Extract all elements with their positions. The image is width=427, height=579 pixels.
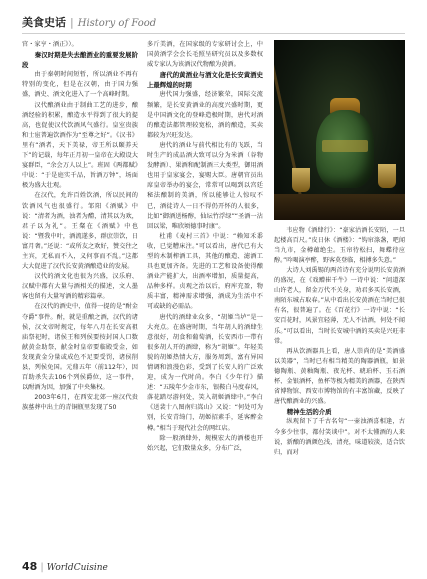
footer-separator: | <box>40 562 44 573</box>
paragraph: 大诗人刘禹锡的两首诗有充分说明长安黄酒的盛况，在《戏赠崔千牛》一诗中说：“问道深山许老人，留金万代不关身，劝君多买长安酒，南陌东城占取春。”从中看出长安黄酒在当时已很有名，很普遍了。在《百花行》一诗中说：“长安百花时，风景宜轻薄，无人不沽酒，何处不闻乐。”可以看出，当时长安城中酒的买卖是兴旺非常。 <box>274 267 405 345</box>
article-column-1 <box>22 40 138 413</box>
paragraph: 唐代国力强盛，经济繁荣，国际交流频繁，是长安黄酒业的高度兴盛时期，更是中国酒文化的登峰造极时期，唐代对酒的酿造法都管理较宽松，酒的酿造，买卖都较为兴旺发达。 <box>147 91 263 139</box>
paragraph: 由于秦朝时间短暂，所以酒业不再有特别的变化，但是在汉朝，由于国力强盛，酒史、酒文化进入了一个高峰时期。 <box>22 71 138 99</box>
page-number: 48 <box>22 560 38 573</box>
section-header <box>22 14 156 30</box>
paragraph: 汉代的酒文化也很为兴盛，汉乐府、汉赋中都有大量与酒相关的描述，文人墨客也留有大量写酒的精彩篇章。 <box>22 273 138 301</box>
paragraph: 2003年6月，在西安北郊一座汉代贵族墓葬中出土的青铜瓶里发现了50 <box>22 394 138 412</box>
wine-jar-photo <box>274 40 405 220</box>
paragraph: 汉代酿酒业由于制曲工艺的进步，酿酒经验的积累，酿造水平得到了很大的提高，也促使汉代饮酒风气盛行。皇室贵族和士宦普遍饮酒作为“至尊之好”。《汉书》里有“酒者，天下美禄，帝王所以颐养天下”的记载，每年正月初一皇帝在大殿设大宴群臣，“余会万人以上”。班固《两都赋》中说：“于是庭实千品，旨酒万钟”，场面极为盛大壮观。 <box>22 101 138 190</box>
subheading: 秦汉时期是失去酿酒业的重要发展阶段 <box>22 51 138 70</box>
article-column-3 <box>274 40 405 458</box>
paragraph: 在汉代，允许百姓饮酒，所以民间的饮酒风气也很盛行。邹阳《酒赋》中说：“清者为酒，浊者为醴，清其以为欢，君子以为礼”。王粲在《酒赋》中也说：“暨我中叶，酒流遂多，群庶崇饮，日富月奢。”还说：“或所友之欢好，赞交往之主宾，无私而不入，义何事而不乱。”这都大大促进了汉代长安黄酒酿造业的发展。 <box>22 192 138 271</box>
paragraph: 官・家亨・酒正》）。 <box>22 41 78 48</box>
paragraph: 在汉代的酒史中，值得一提的是“酎金夺爵”事件。酎，就是重酿之酒，汉代的诸侯，汉文帝时规定，每年八月在长安高祖庙祭祀时，诸侯王和列侯要按封国人口数献黄金助祭，献金时皇帝要临殿受金，如发现黄金分量或成色不足要受罚，诸侯削县，列侯免国。元鼎五年（前112年），因百助杀失去106个列侯爵位，这一事件，以酎酒为因，加强了中央集权。 <box>22 303 138 392</box>
paragraph: 再从饮酒器具上看，唐人崇尚的是“美酒盛以美器”，当时已有相当精美的陶器酒瓶，如景德陶瓶、黄釉陶瓶、夜光杯、琥珀杯、玉石酒杯、金银酒杯，鱼杯等极为精美的酒器，在陕西省博物馆、西安市博物馆的有丰富馆藏，反映了唐代酿酒业的兴盛。 <box>274 347 405 406</box>
paragraph: 杜甫《麦村三首》中说：“赖知禾黍收，已觉糟床注。”可以看出，唐代已有大型的木制榨酒工具，其他的酿造、滤酒工具也更加齐备。先进的工艺和设备使得酿酒业产能扩大，出酒率增加，质量提高，品种多样。贞观之治以后，府库充盈，物质丰富，精神需求增强，酒成为生活中不可或缺的必需品。 <box>147 232 263 311</box>
subheading: 唐代的黄酒业与酒文化是长安黄酒史上最辉煌的时期 <box>147 71 263 90</box>
header-rule <box>22 33 405 34</box>
paragraph: 多斤美酒，在国家级的专家研讨会上，中国黄酒学会会长毛照呈研究员以及多数权威专家认为该酒汉代物酿为黄酒。 <box>147 41 263 69</box>
caption-text: 韦应物《酒肆行》：“豪家沽酒长安陌，一旦起楼高百尺。”皮日休《酒楼》：“钩帘涤盏，吧闻当九市，金樽蕴绝尘。玉帘待松扫，舞蝶待应醇。”吟喝演亭醉，野客莫登临，相搏多失意。” <box>274 227 405 264</box>
paragraph: 除一般酒肆外，规模宏大的酒楼也开始兴起，它们数量众多，分布广泛， <box>147 434 263 452</box>
magazine-brand: WorldCuisine <box>46 563 108 573</box>
section-title-zh: 美食史话 <box>22 16 66 29</box>
column-3-body <box>274 266 405 458</box>
article-column-2 <box>147 40 263 454</box>
photo-caption <box>274 226 405 266</box>
subheading: 精神生活的介质 <box>286 408 332 417</box>
page-footer <box>22 560 108 573</box>
paragraph: 唐代的酒业与前代相比有的飞跃，当时生产的成品酒大致可以分为米酒（谷物发酵酒）、果酒和配制酒三大类型，御用酒也用于皇家宴会，宴赐大臣。唐朝官员出席皇帝举办的宴会，常常可以喝到以宫廷秘法酿制的美酒，所以能够让人惊叹不已，酒徒诗人一日不得仍开怀的人很多，比如“御酒送杨醇，仙坛竹浮绿”“圣酒一沾回以梁，唯欣顷德事时康”。 <box>147 141 263 230</box>
paragraph: 唐代的酒肆业众多，“胡姬当垆”是一大亮点。在盛唐时期，当年胡人的酒肆生意很好，胡食和葡萄酒，长安西市一带有很多胡人开的酒肆，称为“胡姬”。年轻美貌的胡姬热情大方，服务周到，富有异国情调和浪漫色彩，受到了长安人的广泛欢迎，成为一代时尚。李白《少年行》描述：“五陵年少金市东，银鞍白马度春风，落花踏尽游何处，笑入胡姬酒肆中。”李白《送裴十八图南归嵩山》又说：“何处可为别，长安青绮门，胡姬招素手，延客醉金樽。”相当于现代社会的网红店。 <box>147 313 263 432</box>
paragraph: 纵观留下了千古名句“一壶浊酒喜相逢，古今多少往事，都付笑谈中”。对不太懂酒的人来说，新酿的酒颜色浅，清亮，味道较淡，适合饮归，而对 <box>274 418 405 456</box>
header-separator: | <box>70 16 74 29</box>
section-title-en: History of Food <box>77 18 157 29</box>
